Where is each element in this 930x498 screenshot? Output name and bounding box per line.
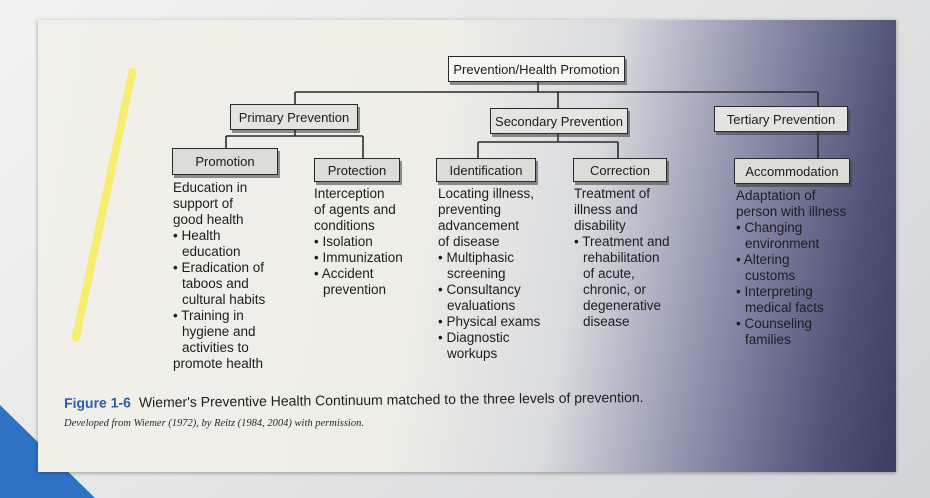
promotion-description	[173, 180, 265, 372]
top-node-box	[448, 56, 625, 82]
accommodation-description	[736, 188, 846, 348]
correction-line: disability	[574, 218, 626, 233]
correction-line: illness and	[574, 202, 638, 217]
accommodation-line: person with illness	[736, 204, 847, 219]
protection-description	[314, 186, 403, 298]
correction-label: Correction	[590, 162, 650, 178]
identification-line: • Diagnostic	[438, 330, 510, 345]
secondary-prevention-label: Secondary Prevention	[495, 113, 623, 129]
accommodation-line: environment	[745, 236, 820, 251]
accommodation-line: Adaptation of	[736, 188, 816, 203]
correction-description	[574, 186, 670, 330]
promotion-line: activities to	[182, 340, 249, 355]
figure-caption-text: Wiemer's Preventive Health Continuum matched to the three levels of prevention.	[138, 388, 644, 411]
primary-prevention-box	[230, 104, 358, 130]
accommodation-line: • Counseling	[736, 316, 813, 331]
protection-line: prevention	[323, 282, 387, 297]
top-node-label: Prevention/Health Promotion	[453, 61, 620, 77]
correction-line: rehabilitation	[583, 250, 660, 265]
accommodation-label: Accommodation	[745, 163, 839, 179]
correction-line: disease	[583, 314, 630, 329]
promotion-line: taboos and	[182, 276, 249, 291]
protection-line: • Isolation	[314, 234, 373, 249]
accommodation-line: customs	[745, 268, 796, 283]
tertiary-prevention-box	[714, 106, 848, 132]
protection-line: • Accident	[314, 266, 374, 281]
accommodation-line: medical facts	[745, 300, 824, 315]
promotion-line: • Health	[173, 228, 221, 243]
promotion-line: promote health	[173, 356, 264, 371]
identification-line: • Consultancy	[438, 282, 521, 297]
promotion-line: Education in	[173, 180, 248, 195]
promotion-line: good health	[173, 212, 244, 227]
primary-prevention-label: Primary Prevention	[238, 109, 350, 125]
correction-line: degenerative	[583, 298, 662, 313]
accommodation-line: • Changing	[736, 220, 803, 235]
protection-label: Protection	[327, 162, 387, 178]
protection-box	[314, 158, 400, 182]
promotion-line: • Eradication of	[173, 260, 265, 275]
correction-line: • Treatment and	[574, 234, 670, 249]
correction-box	[573, 158, 667, 182]
identification-box	[436, 158, 536, 182]
identification-label: Identification	[449, 162, 523, 178]
protection-line: of agents and	[314, 202, 396, 217]
promotion-line: hygiene and	[182, 324, 256, 339]
accommodation-line: • Altering	[736, 252, 790, 267]
promotion-line: support of	[173, 196, 234, 211]
identification-line: • Physical exams	[438, 314, 541, 329]
protection-line: Interception	[314, 186, 385, 201]
figure-number: Figure 1-6	[63, 394, 132, 412]
correction-line: chronic, or	[583, 282, 647, 297]
identification-line: Locating illness,	[438, 186, 535, 201]
promotion-line: education	[182, 244, 241, 259]
correction-line: Treatment of	[574, 186, 651, 201]
textbook-page-photo	[38, 20, 896, 472]
tertiary-prevention-label: Tertiary Prevention	[726, 111, 836, 127]
protection-line: • Immunization	[314, 250, 403, 265]
correction-line: of acute,	[583, 266, 635, 281]
promotion-box	[172, 148, 278, 175]
identification-line: evaluations	[447, 298, 516, 313]
identification-line: • Multiphasic	[438, 250, 515, 265]
figure-credit: Developed from Wiemer (1972), by Reitz (1984, 2004) with permission.	[64, 418, 364, 429]
identification-line: advancement	[438, 218, 520, 233]
identification-line: screening	[447, 266, 506, 281]
accommodation-line: • Interpreting	[736, 284, 813, 299]
secondary-prevention-box	[490, 108, 628, 134]
accommodation-line: families	[745, 332, 791, 347]
protection-line: conditions	[314, 218, 375, 233]
identification-line: preventing	[438, 202, 502, 217]
accommodation-box	[734, 158, 850, 184]
promotion-line: cultural habits	[182, 292, 266, 307]
identification-description	[438, 186, 540, 362]
identification-line: workups	[447, 346, 498, 361]
promotion-label: Promotion	[195, 154, 255, 169]
identification-line: of disease	[438, 234, 500, 249]
promotion-line: • Training in	[173, 308, 244, 323]
